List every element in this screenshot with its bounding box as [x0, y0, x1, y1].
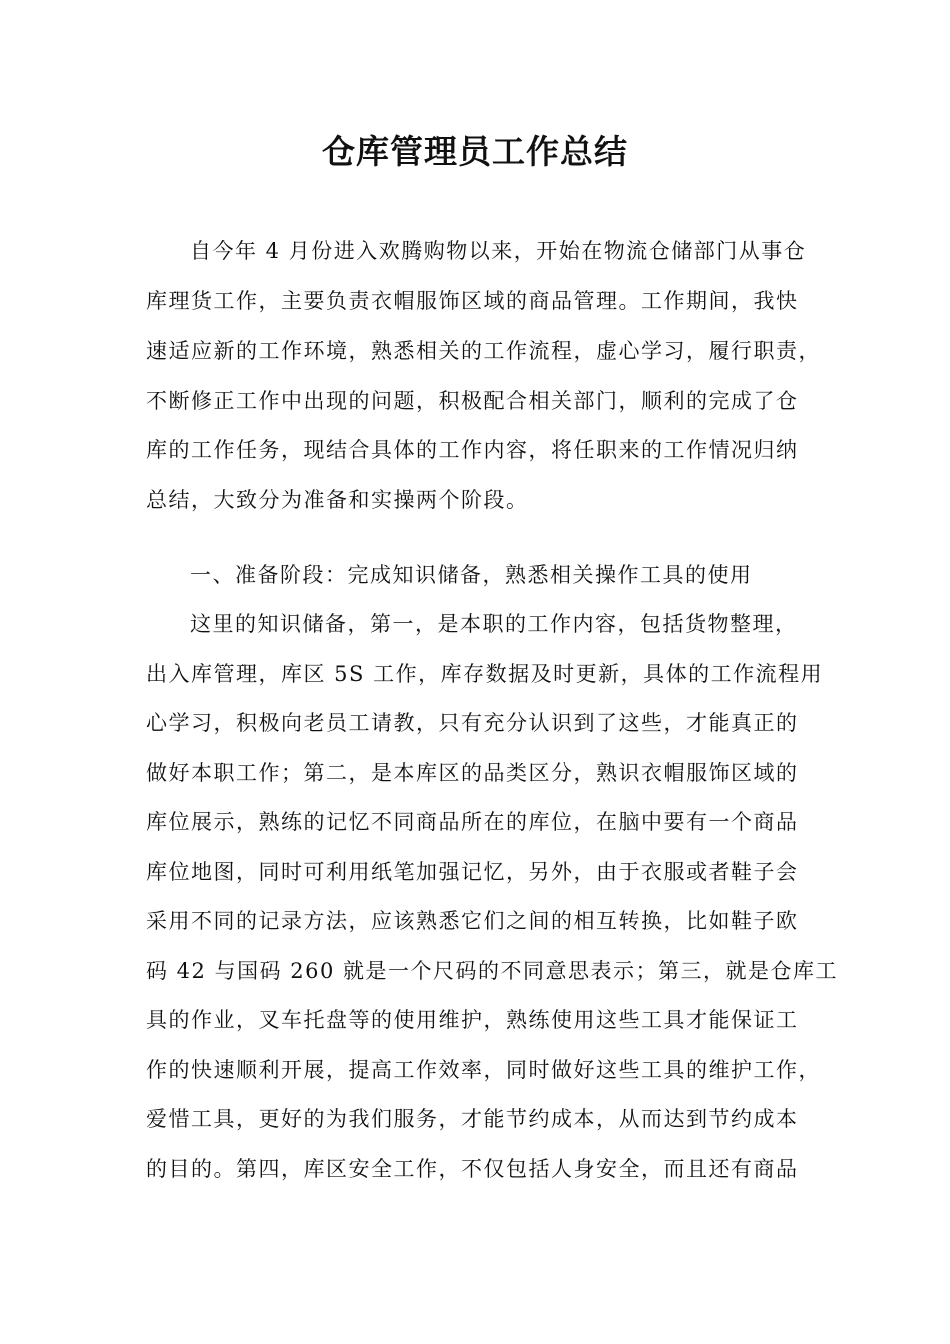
paragraph-line: 作的快速顺利开展，提高工作效率，同时做好这些工具的维护工作，: [146, 1058, 821, 1082]
paragraph-line: 具的作业，叉车托盘等的使用维护，熟练使用这些工具才能保证工: [146, 1008, 799, 1032]
paragraph-line: 库理货工作，主要负责衣帽服饰区域的商品管理。工作期间，我快: [146, 289, 799, 313]
paragraph-line: 爱惜工具，更好的为我们服务，才能节约成本，从而达到节约成本: [146, 1107, 799, 1131]
paragraph-line: 出入库管理，库区 5S 工作，库存数据及时更新，具体的工作流程用: [146, 662, 824, 686]
paragraph-line: 库位地图，同时可利用纸笔加强记忆，另外，由于衣服或者鞋子会: [146, 860, 799, 884]
paragraph-line: 速适应新的工作环境，熟悉相关的工作流程，虚心学习，履行职责，: [146, 339, 821, 363]
paragraph-line: 心学习，积极向老员工请教，只有充分认识到了这些，才能真正的: [146, 711, 799, 735]
paragraph-line: 库的工作任务，现结合具体的工作内容，将任职来的工作情况归纳: [146, 438, 799, 462]
paragraph-line: 总结，大致分为准备和实操两个阶段。: [146, 488, 529, 512]
paragraph-line: 库位展示，熟练的记忆不同商品所在的库位，在脑中要有一个商品: [146, 810, 799, 834]
paragraph-line: 采用不同的记录方法，应该熟悉它们之间的相互转换，比如鞋子欧: [146, 909, 799, 933]
paragraph-line: 自今年 4 月份进入欢腾购物以来，开始在物流仓储部门从事仓: [190, 239, 807, 263]
paragraph-line: 做好本职工作；第二，是本库区的品类区分，熟识衣帽服饰区域的: [146, 761, 799, 785]
paragraph-line: 不断修正工作中出现的问题，积极配合相关部门，顺利的完成了仓: [146, 389, 799, 413]
paragraph-line: 码 42 与国码 260 就是一个尺码的不同意思表示；第三，就是仓库工: [146, 959, 839, 983]
section-heading: 一、准备阶段：完成知识储备，熟悉相关操作工具的使用: [190, 563, 753, 587]
document-title: 仓库管理员工作总结: [322, 132, 628, 171]
paragraph-line: 的目的。第四，库区安全工作，不仅包括人身安全，而且还有商品: [146, 1157, 799, 1181]
paragraph-line: 这里的知识储备，第一，是本职的工作内容，包括货物整理，: [190, 612, 798, 636]
